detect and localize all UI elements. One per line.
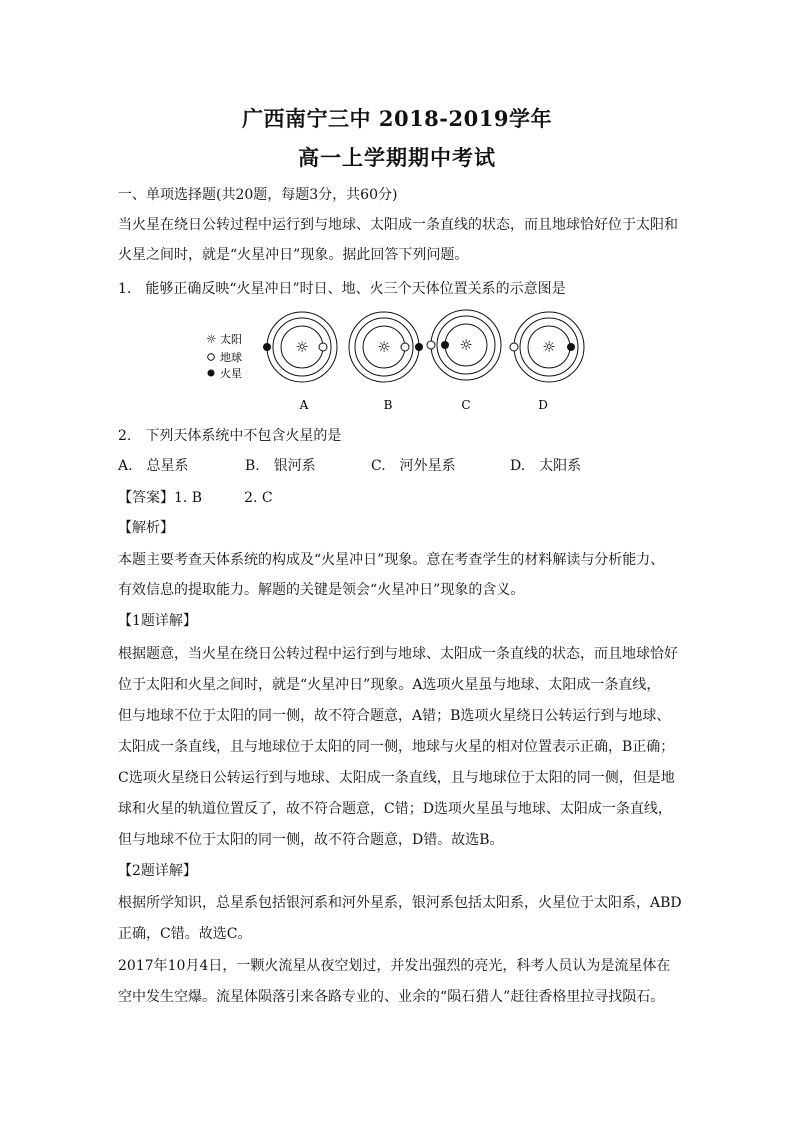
legend-sun-label: 太阳 [220,333,242,346]
diagram-a [263,312,337,412]
mars-marker [441,341,449,349]
diagram-label-c: C [461,398,471,412]
answer-line: 【答案】1. B 2. C [118,490,273,506]
sun-legend-icon: ☼ [206,332,217,346]
detail-1-line-5: C选项火星绕日公转运行到与地球、太阳成一条直线，且与地球位于太阳的同一侧，但是地 [118,770,675,786]
detail-2-line-1: 根据所学知识，总星系包括银河系和河外星系，银河系包括太阳系，火星位于太阳系，ABD [118,895,682,911]
q2-option-b: B. 银河系 [245,458,316,474]
legend-mars-label: 火星 [220,367,242,380]
diagram-label-a: A [299,398,309,412]
detail-1-line-3: 但与地球不位于太阳的同一侧，故不符合题意，A错；B选项火星绕日公转运行到与地球、 [118,708,671,724]
title-line-1: 广西南宁三中 2018-2019学年 [242,106,552,131]
intro-line-2: 火星之间时，就是“火星冲日”现象。据此回答下列问题。 [118,247,469,263]
mars-marker [567,343,575,351]
sun-icon: ☼ [295,338,309,356]
earth-marker [319,343,327,351]
sun-icon: ☼ [459,336,473,354]
diagram-label-b: B [383,398,393,412]
next-passage-line-2: 空中发生空爆。流星体陨落引来各路专业的、业余的“陨石猎人”赶往香格里拉寻找陨石。 [118,989,665,1005]
next-passage-line-1: 2017年10月4日，一颗火流星从夜空划过，并发出强烈的亮光，科考人员认为是流星体在 [118,958,671,974]
legend-earth-label: 地球 [220,351,242,364]
analysis-line-2: 有效信息的提取能力。解题的关键是领会“火星冲日”现象的含义。 [118,582,525,598]
detail-1-line-7: 但与地球不位于太阳的同一侧，故不符合题意，D错。故选B。 [118,832,504,848]
earth-legend-icon [208,354,215,361]
section-heading: 一、单项选择题(共20题，每题3分，共60分) [118,187,398,203]
question-1: 1. 能够正确反映“火星冲日”时日、地、火三个天体位置关系的示意图是 [118,281,566,297]
legend [206,332,242,380]
detail-1-line-1: 根据题意，当火星在绕日公转过程中运行到与地球、太阳成一条直线的状态，而且地球恰好 [118,646,678,662]
q2-option-a: A. 总星系 [118,458,189,474]
detail-1-line-2: 位于太阳和火星之间时，就是“火星冲日”现象。A选项火星虽与地球、太阳成一条直线， [118,677,661,693]
earth-marker [510,343,518,351]
detail-2-heading: 【2题详解】 [118,863,197,879]
diagram-b [349,312,423,412]
detail-1-line-6: 球和火星的轨道位置反了，故不符合题意，C错；D选项火星虽与地球、太阳成一条直线， [118,801,672,817]
analysis-line-1: 本题主要考查天体系统的构成及“火星冲日”现象。意在考查学生的材料解读与分析能力、 [118,552,665,568]
sun-icon: ☼ [542,338,556,356]
diagram-d [510,312,584,412]
diagram-label-d: D [538,398,548,412]
earth-marker [427,341,435,349]
diagram-c [427,310,501,412]
analysis-heading: 【解析】 [118,520,174,536]
title-line-2: 高一上学期期中考试 [298,145,496,170]
q2-option-d: D. 太阳系 [510,458,582,474]
orbit-diagram [200,300,600,415]
sun-icon: ☼ [377,338,391,356]
mars-marker [415,343,423,351]
intro-line-1: 当火星在绕日公转过程中运行到与地球、太阳成一条直线的状态，而且地球恰好位于太阳和 [118,217,678,233]
q2-option-c: C. 河外星系 [371,458,456,474]
mars-legend-icon [208,370,215,377]
detail-1-line-4: 太阳成一条直线，且与地球位于太阳的同一侧，地球与火星的相对位置表示正确，B正确； [118,739,675,755]
mars-marker [263,343,271,351]
detail-2-line-2: 正确，C错。故选C。 [118,926,252,942]
question-2: 2. 下列天体系统中不包含火星的是 [118,428,342,444]
detail-1-heading: 【1题详解】 [118,613,197,629]
earth-marker [401,343,409,351]
